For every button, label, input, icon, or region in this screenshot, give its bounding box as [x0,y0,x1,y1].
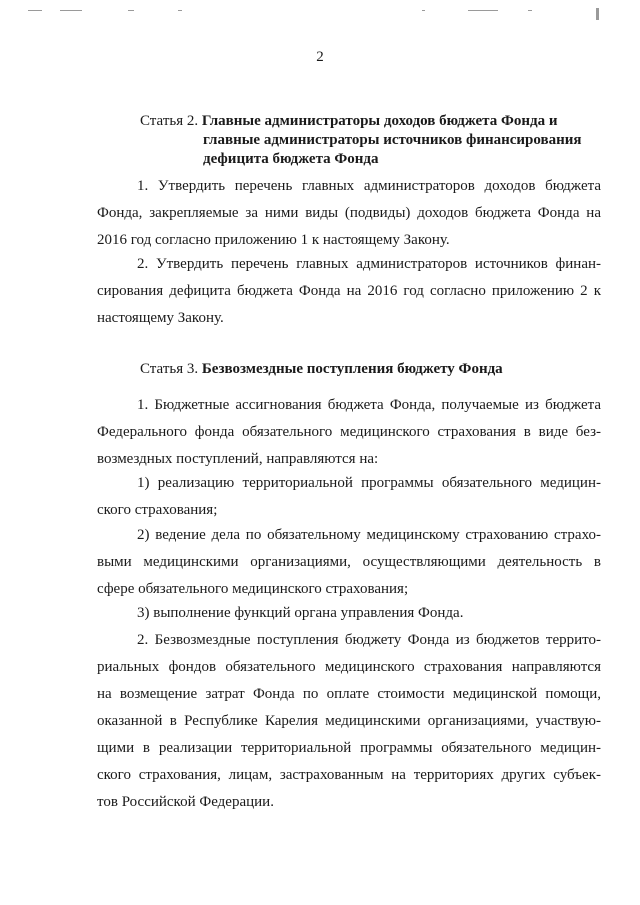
scan-speck [60,10,82,11]
article-2-heading [140,112,610,169]
paragraph-line: сирования дефицита бюджета Фонда на 2016 год согласно приложению 2 к [97,283,601,299]
paragraph-line: оказанной в Республике Карелия медицинскими организациями, участвую- [97,713,601,729]
paragraph-line: 1. Утвердить перечень главных администраторов доходов бюджета [137,178,601,194]
scan-artifacts [0,10,640,18]
scan-speck [596,8,599,20]
paragraph-line: Федерального фонда обязательного медицинского страхования в виде без- [97,424,601,440]
paragraph-line: Фонда, закрепляемые за ними виды (подвиды) доходов бюджета Фонда на [97,205,601,221]
paragraph-line: 1. Бюджетные ассигнования бюджета Фонда, получаемые из бюджета [137,397,601,413]
paragraph-line: 2) ведение дела по обязательному медицинскому страхованию страхо- [137,527,601,543]
scan-speck [468,10,498,11]
paragraph-line: 1) реализацию территориальной программы обязательного медицин- [137,475,601,491]
scan-speck [178,10,182,11]
paragraph-line: риальных фондов обязательного медицинского страхования направляются [97,659,601,675]
paragraph-line: 2. Утвердить перечень главных администраторов источников финан- [137,256,601,272]
paragraph-line: 3) выполнение функций органа управления Фонда. [137,605,464,621]
article-3-list-item-3 [97,600,601,627]
paragraph-line: на возмещение затрат Фонда по оплате стоимости медицинской помощи, [97,686,601,702]
paragraph-line: щими в реализации территориальной программы обязательного медицин- [97,740,601,756]
paragraph-line: ского страхования, лицам, застрахованным на территориях других субъек- [97,767,601,783]
paragraph-line: тов Российской Федерации. [97,794,274,810]
article-2-title-line1: Главные администраторы доходов бюджета Фонда и [201,113,558,129]
paragraph-line: настоящему Закону. [97,310,224,326]
article-3-list-item-1 [97,470,601,524]
article-3-prefix: Статья 3. [140,361,199,377]
article-3-paragraph-2 [97,627,601,816]
article-3-title: Безвозмездные поступления бюджету Фонда [201,361,503,377]
article-3-heading [140,360,503,379]
article-2-paragraph-2 [97,251,601,332]
article-2-prefix: Статья 2. [140,113,199,129]
article-2-title-line3: дефицита бюджета Фонда [203,151,379,167]
scan-speck [528,10,532,11]
paragraph-line: 2016 год согласно приложению 1 к настоящему Закону. [97,232,450,248]
page-number: 2 [316,49,324,65]
paragraph-line: 2. Безвозмездные поступления бюджету Фонда из бюджетов террито- [137,632,601,648]
paragraph-line: выми медицинскими организациями, осуществляющими деятельность в [97,554,601,570]
article-3-list-item-2 [97,522,601,603]
scan-speck [422,10,425,11]
scan-speck [128,10,134,11]
scan-speck [28,10,42,11]
article-2-title-line2: главные администраторы источников финансирования [203,132,582,148]
paragraph-line: возмездных поступлений, направляются на: [97,451,379,467]
article-3-paragraph-1 [97,392,601,473]
paragraph-line: ского страхования; [97,502,218,518]
paragraph-line: сфере обязательного медицинского страхования; [97,581,409,597]
article-2-paragraph-1 [97,173,601,254]
